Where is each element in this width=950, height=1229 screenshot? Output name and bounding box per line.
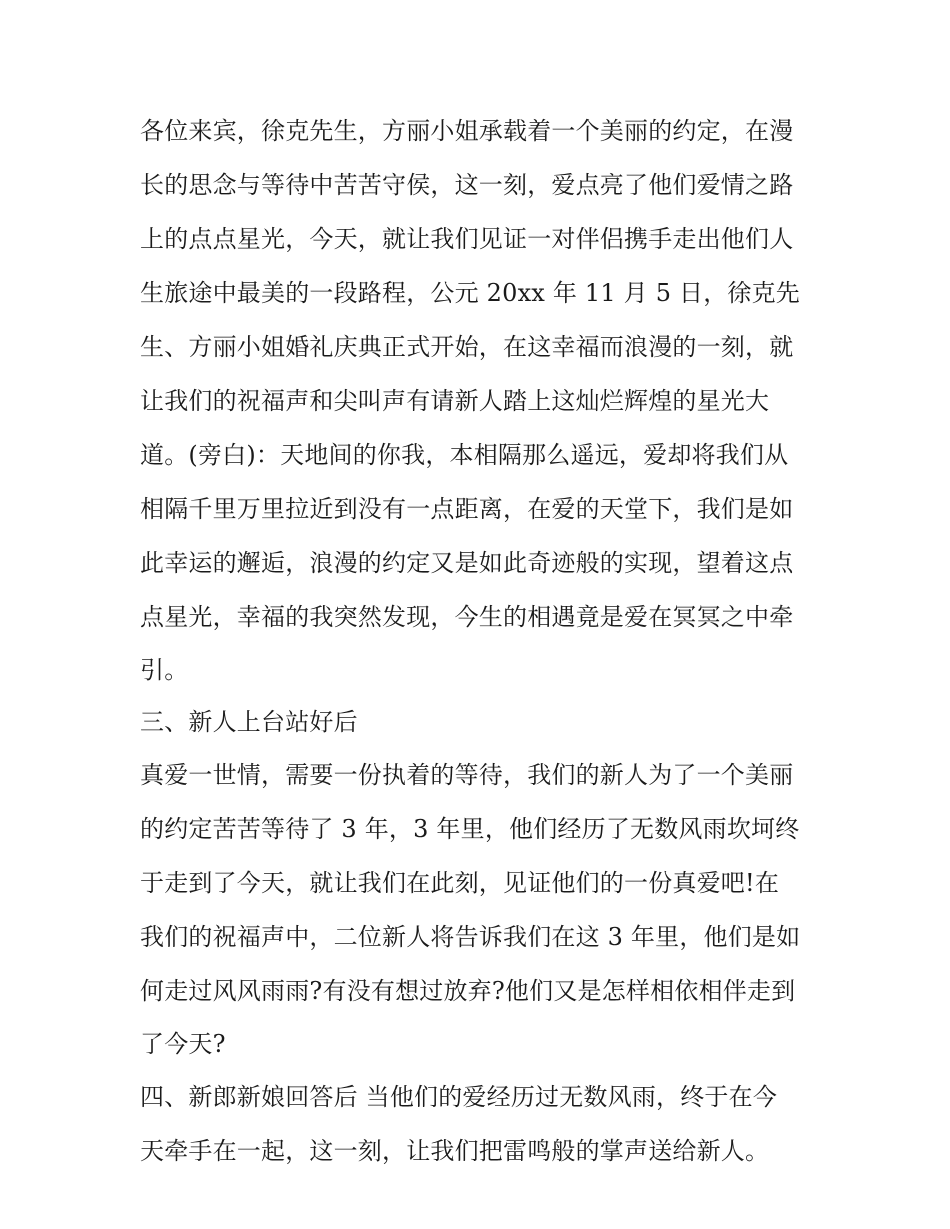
text-line: 何走过风风雨雨?有没有想过放弃?他们又是怎样相依相伴走到 <box>140 977 796 1005</box>
text-line: 各位来宾，徐克先生，方丽小姐承载着一个美丽的约定，在漫 <box>140 117 794 145</box>
text-line: 生旅途中最美的一段路程，公元 20xx 年 11 月 5 日，徐克先 <box>140 279 800 307</box>
text-line: 四、新郎新娘回答后 当他们的爱经历过无数风雨，终于在今 <box>140 1083 778 1111</box>
text-line: 相隔千里万里拉近到没有一点距离，在爱的天堂下，我们是如 <box>140 495 794 523</box>
document-body <box>140 104 820 1178</box>
text-line: 引。 <box>140 656 189 684</box>
text-line: 点星光，幸福的我突然发现，今生的相遇竟是爱在冥冥之中牵 <box>140 603 794 631</box>
text-line: 道。(旁白)：天地间的你我，本相隔那么遥远，爱却将我们从 <box>140 441 789 469</box>
text-line: 生、方丽小姐婚礼庆典正式开始，在这幸福而浪漫的一刻，就 <box>140 333 794 361</box>
text-line: 上的点点星光，今天，就让我们见证一对伴侣携手走出他们人 <box>140 225 794 253</box>
text-line: 了今天? <box>140 1030 226 1058</box>
text-line: 的约定苦苦等待了 3 年，3 年里，他们经历了无数风雨坎坷终 <box>140 815 800 843</box>
text-line: 长的思念与等待中苦苦守侯，这一刻，爱点亮了他们爱情之路 <box>140 171 794 199</box>
text-line: 此幸运的邂逅，浪漫的约定又是如此奇迹般的实现，望着这点 <box>140 549 794 577</box>
text-line: 于走到了今天，就让我们在此刻，见证他们的一份真爱吧!在 <box>140 869 780 897</box>
text-line: 天牵手在一起，这一刻，让我们把雷鸣般的掌声送给新人。 <box>140 1137 770 1165</box>
section-heading: 三、新人上台站好后 <box>140 708 358 736</box>
text-line: 让我们的祝福声和尖叫声有请新人踏上这灿烂辉煌的星光大 <box>140 387 770 415</box>
text-line: 我们的祝福声中，二位新人将告诉我们在这 3 年里，他们是如 <box>140 923 801 951</box>
text-line: 真爱一世情，需要一份执着的等待，我们的新人为了一个美丽 <box>140 761 794 789</box>
